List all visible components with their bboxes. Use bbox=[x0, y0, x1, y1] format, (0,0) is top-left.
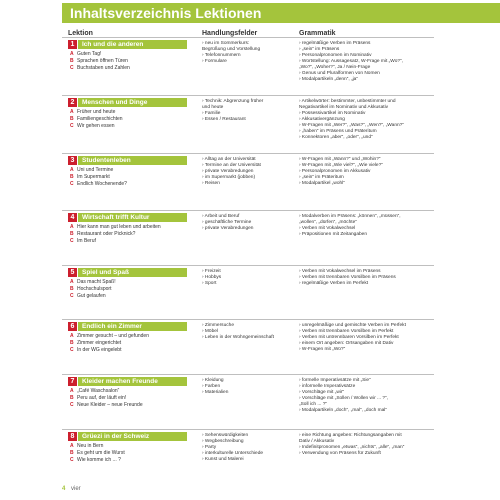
section-title: Peru auf, der läuft ein! bbox=[77, 395, 127, 401]
grammatik-item: › Konnektoren „aber“, „oder“, „und“ bbox=[299, 135, 373, 140]
lesson-title: Wirtschaft trifft Kultur bbox=[78, 213, 187, 222]
handlungsfeld-item: › neu im Sommerkurs: bbox=[202, 41, 250, 46]
handlungsfeld-item: › Leben in der Wohngemeinschaft bbox=[202, 335, 274, 340]
lesson-section bbox=[70, 450, 190, 457]
grammatik-item: › Verben mit untrennbaren Vorsilben im Perfekt bbox=[299, 335, 399, 340]
handlungsfeld-item: und heute bbox=[202, 105, 224, 110]
grammatik-item: › Vorschläge mit „Sollen / Wollen wir ... ?“, bbox=[299, 396, 388, 401]
grammatik-item: › Verben mit Vokalwechsel bbox=[299, 226, 356, 231]
lesson-sections bbox=[70, 279, 190, 300]
lesson-section bbox=[70, 58, 190, 65]
page-footer bbox=[62, 486, 81, 492]
grammatik-item: › W-Fragen mit „Wer?“, „Was?“, „Wen?“, „Wann?“ bbox=[299, 123, 404, 128]
lesson-section bbox=[70, 238, 190, 245]
lesson-section bbox=[70, 457, 190, 464]
handlungsfeld-item: › interkulturelle Unterschiede bbox=[202, 451, 264, 456]
handlungsfeld-item: › Wegbeschreibung bbox=[202, 439, 244, 444]
section-letter: A bbox=[70, 109, 74, 115]
grammatik-item: › W-Fragen mit „Wie viel?“, „Wie viele?“ bbox=[299, 163, 383, 168]
section-letter: C bbox=[70, 347, 74, 353]
grammatik-item: › „haben“ im Präsens und Präteritum bbox=[299, 129, 377, 134]
section-letter: B bbox=[70, 58, 74, 64]
section-title: Guten Tag! bbox=[77, 51, 102, 57]
section-letter: A bbox=[70, 224, 74, 230]
lesson-section bbox=[70, 333, 190, 340]
lesson-title: Kleider machen Freunde bbox=[78, 377, 187, 386]
section-title: Das macht Spaß! bbox=[77, 279, 116, 285]
lesson-number: 3 bbox=[68, 156, 77, 165]
lesson-title: Spiel und Spaß bbox=[78, 268, 187, 277]
section-title: Neu in Bern bbox=[77, 443, 104, 449]
section-letter: C bbox=[70, 123, 74, 129]
section-title: In der WG eingelebt bbox=[77, 347, 122, 353]
lesson-section bbox=[70, 65, 190, 72]
section-title: Restaurant oder Picknick? bbox=[77, 231, 136, 237]
handlungsfeld-item: › Arbeit und Beruf bbox=[202, 214, 240, 219]
handlungsfeld-item: › Familie bbox=[202, 111, 221, 116]
section-title: Hochschulsport bbox=[77, 286, 112, 292]
handlungsfeld-item: › Möbel bbox=[202, 329, 218, 334]
lesson-section bbox=[70, 293, 190, 300]
lesson-row bbox=[62, 268, 434, 299]
grammatik-item: › Indefinitpronomen „etwas“, „nichts“, „alle“, „man“ bbox=[299, 445, 405, 450]
section-letter: C bbox=[70, 181, 74, 187]
lesson-title: Endlich ein Zimmer bbox=[78, 322, 187, 331]
grammatik-list bbox=[299, 433, 439, 457]
page-label: vier bbox=[71, 486, 81, 492]
grammatik-list bbox=[299, 214, 439, 238]
handlungsfelder-list bbox=[202, 214, 297, 232]
section-letter: C bbox=[70, 402, 74, 408]
lesson-sections bbox=[70, 333, 190, 354]
section-letter: B bbox=[70, 116, 74, 122]
grammatik-item: Dativ / Akkusativ bbox=[299, 439, 335, 444]
section-title: Gut gelaufen bbox=[77, 293, 106, 299]
handlungsfeld-item: Begrüßung und Vorstellung bbox=[202, 47, 261, 52]
lesson-sections bbox=[70, 224, 190, 245]
handlungsfeld-item: › private Verabredungen bbox=[202, 169, 254, 174]
lesson-section bbox=[70, 340, 190, 347]
lesson-section bbox=[70, 51, 190, 58]
section-letter: C bbox=[70, 238, 74, 244]
lesson-section bbox=[70, 279, 190, 286]
lesson-section bbox=[70, 224, 190, 231]
header-grammatik: Grammatik bbox=[299, 30, 336, 37]
handlungsfeld-item: › private Verabredungen bbox=[202, 226, 254, 231]
handlungsfelder-list bbox=[202, 41, 297, 65]
handlungsfeld-item: › Essen / Restaurant bbox=[202, 117, 246, 122]
section-letter: C bbox=[70, 457, 74, 463]
handlungsfelder-list bbox=[202, 99, 297, 123]
handlungsfeld-item: › Sehenswürdigkeiten bbox=[202, 433, 249, 438]
section-letter: B bbox=[70, 286, 74, 292]
section-letter: A bbox=[70, 279, 74, 285]
section-title: Buchstaben und Zahlen bbox=[77, 65, 130, 71]
lesson-divider bbox=[62, 37, 434, 38]
lesson-section bbox=[70, 395, 190, 402]
grammatik-item: › Verben mit trennbaren Vorsilben im Perfekt bbox=[299, 329, 394, 334]
grammatik-item: › Akkusativergänzung bbox=[299, 117, 345, 122]
lesson-section bbox=[70, 231, 190, 238]
grammatik-item: › Artikelwörter: bestimmter, unbestimmter und bbox=[299, 99, 396, 104]
section-title: Wie komme ich ... ? bbox=[77, 457, 121, 463]
section-letter: A bbox=[70, 388, 74, 394]
lesson-section bbox=[70, 109, 190, 116]
grammatik-list bbox=[299, 269, 439, 287]
grammatik-item: › regelmäßige Verben im Präsens bbox=[299, 41, 371, 46]
section-title: Familiengeschichten bbox=[77, 116, 123, 122]
section-title: Im Supermarkt bbox=[77, 174, 110, 180]
lesson-number: 6 bbox=[68, 322, 77, 331]
lesson-section bbox=[70, 443, 190, 450]
handlungsfelder-list bbox=[202, 269, 297, 287]
section-letter: C bbox=[70, 65, 74, 71]
section-letter: C bbox=[70, 293, 74, 299]
section-letter: B bbox=[70, 340, 74, 346]
lesson-row bbox=[62, 322, 434, 353]
grammatik-item: › informelle Imperativsätze bbox=[299, 384, 356, 389]
page-title: Inhaltsverzeichnis Lektionen bbox=[62, 3, 500, 23]
lesson-section bbox=[70, 388, 190, 395]
lesson-title: Grüezi in der Schweiz bbox=[78, 432, 187, 441]
section-title: Zimmer eingerichtet bbox=[77, 340, 122, 346]
grammatik-list bbox=[299, 99, 439, 141]
handlungsfeld-item: › Kleidung bbox=[202, 378, 224, 383]
grammatik-item: › W-Fragen mit „Wann?“ und „Wohin?“ bbox=[299, 157, 381, 162]
lesson-divider bbox=[62, 319, 434, 320]
lesson-divider bbox=[62, 265, 434, 266]
grammatik-item: „Soll ich ... ?“ bbox=[299, 402, 327, 407]
lesson-number: 8 bbox=[68, 432, 77, 441]
handlungsfeld-item: › Kunst und Malerei bbox=[202, 457, 244, 462]
header-handlungsfelder: Handlungsfelder bbox=[202, 30, 258, 37]
handlungsfeld-item: › Reisen bbox=[202, 181, 220, 186]
section-letter: A bbox=[70, 333, 74, 339]
grammatik-item: › Verwendung von Präsens für Zukunft bbox=[299, 451, 381, 456]
handlungsfeld-item: › Alltag an der Universität bbox=[202, 157, 256, 162]
lesson-sections bbox=[70, 167, 190, 188]
section-letter: A bbox=[70, 443, 74, 449]
lesson-number: 1 bbox=[68, 40, 77, 49]
lesson-sections bbox=[70, 51, 190, 72]
lesson-sections bbox=[70, 109, 190, 130]
grammatik-item: › Verben mit trennbaren Vorsilben im Präsens bbox=[299, 275, 396, 280]
grammatik-item: › „sein“ im Präsens bbox=[299, 47, 340, 52]
handlungsfeld-item: › Telefonnummern bbox=[202, 53, 241, 58]
grammatik-item: › Possessivartikel im Nominativ bbox=[299, 111, 366, 116]
handlungsfeld-item: › Formulare bbox=[202, 59, 227, 64]
handlungsfeld-item: › geschäftliche Termine bbox=[202, 220, 252, 225]
section-title: Uni und Termine bbox=[77, 167, 114, 173]
section-title: Es geht um die Wurst bbox=[77, 450, 125, 456]
grammatik-item: › Modalverben im Präsens: „können“, „müssen“, bbox=[299, 214, 401, 219]
section-title: Endlich Wochenende? bbox=[77, 181, 127, 187]
lesson-divider bbox=[62, 95, 434, 96]
section-letter: B bbox=[70, 450, 74, 456]
grammatik-item: › Präpositionen mit Zeitangaben bbox=[299, 232, 367, 237]
section-title: Im Beruf bbox=[77, 238, 96, 244]
lesson-row bbox=[62, 98, 434, 140]
grammatik-list bbox=[299, 378, 439, 414]
lesson-row bbox=[62, 156, 434, 187]
lesson-divider bbox=[62, 210, 434, 211]
grammatik-item: › regelmäßige Verben im Perfekt bbox=[299, 281, 369, 286]
grammatik-item: › Personalpronomen im Nominativ bbox=[299, 53, 372, 58]
lesson-title: Ich und die anderen bbox=[78, 40, 187, 49]
lesson-number: 4 bbox=[68, 213, 77, 222]
section-title: Wir gehen essen bbox=[77, 123, 115, 129]
section-title: Neue Kleider – neue Freunde bbox=[77, 402, 143, 408]
handlungsfelder-list bbox=[202, 378, 297, 396]
lesson-section bbox=[70, 123, 190, 130]
section-letter: A bbox=[70, 51, 74, 57]
lesson-title: Studentenleben bbox=[78, 156, 187, 165]
section-letter: A bbox=[70, 167, 74, 173]
lesson-divider bbox=[62, 429, 434, 430]
handlungsfeld-item: › Freizeit bbox=[202, 269, 221, 274]
grammatik-item: › W-Fragen mit „Wo?“ bbox=[299, 347, 346, 352]
grammatik-item: › Personalpronomen im Akkusativ bbox=[299, 169, 371, 174]
handlungsfeld-item: › Materialien bbox=[202, 390, 229, 395]
section-title: Früher und heute bbox=[77, 109, 116, 115]
lesson-number: 5 bbox=[68, 268, 77, 277]
grammatik-item: „wollen“, „dürfen“, „möchte“ bbox=[299, 220, 357, 225]
grammatik-list bbox=[299, 323, 439, 353]
handlungsfeld-item: › Termine an der Universität bbox=[202, 163, 261, 168]
lesson-divider bbox=[62, 374, 434, 375]
lesson-sections bbox=[70, 388, 190, 409]
grammatik-list bbox=[299, 157, 439, 187]
section-title: Zimmer gesucht – und gefunden bbox=[77, 333, 149, 339]
handlungsfeld-item: › im Supermarkt (jobben) bbox=[202, 175, 256, 180]
handlungsfeld-item: › Sport bbox=[202, 281, 217, 286]
lesson-section bbox=[70, 181, 190, 188]
lesson-divider bbox=[62, 153, 434, 154]
lesson-number: 7 bbox=[68, 377, 77, 386]
grammatik-item: › unregelmäßige und gemischte Verben im Perfekt bbox=[299, 323, 406, 328]
grammatik-item: › Modalpartikeln „doch“, „mal“, „doch mal“ bbox=[299, 408, 387, 413]
handlungsfeld-item: › Party bbox=[202, 445, 217, 450]
handlungsfelder-list bbox=[202, 157, 297, 187]
grammatik-item: › „sein“ im Präteritum bbox=[299, 175, 344, 180]
section-title: „Café Waschsalon“ bbox=[77, 388, 120, 394]
grammatik-item: „Wo?“, „Woher?“, Ja / Nein-Frage bbox=[299, 65, 371, 70]
lesson-section bbox=[70, 286, 190, 293]
lesson-row bbox=[62, 40, 434, 82]
lesson-row bbox=[62, 377, 434, 413]
grammatik-list bbox=[299, 41, 439, 83]
grammatik-item: › formelle Imperativsätze mit „Sie“ bbox=[299, 378, 371, 383]
grammatik-item: Negativartikel im Nominativ und Akkusativ bbox=[299, 105, 389, 110]
lesson-section bbox=[70, 116, 190, 123]
page-number: 4 bbox=[62, 486, 66, 492]
grammatik-item: › Modalpartikel „wohl“ bbox=[299, 181, 345, 186]
lesson-section bbox=[70, 174, 190, 181]
lesson-section bbox=[70, 347, 190, 354]
section-title: Hier kann man gut leben und arbeiten bbox=[77, 224, 161, 230]
lesson-sections bbox=[70, 443, 190, 464]
section-letter: B bbox=[70, 174, 74, 180]
grammatik-item: › einem Ort angeben: Ortsangaben mit Dativ bbox=[299, 341, 394, 346]
lesson-section bbox=[70, 402, 190, 409]
lesson-number: 2 bbox=[68, 98, 77, 107]
handlungsfeld-item: › Farben bbox=[202, 384, 221, 389]
lesson-row bbox=[62, 213, 434, 244]
lesson-row bbox=[62, 432, 434, 463]
grammatik-item: › eine Richtung angeben: Richtungsangaben mit bbox=[299, 433, 402, 438]
header-lektion: Lektion bbox=[68, 30, 93, 37]
section-letter: B bbox=[70, 231, 74, 237]
grammatik-item: › Modalpartikeln „denn“, „ja“ bbox=[299, 77, 358, 82]
lesson-title: Menschen und Dinge bbox=[78, 98, 187, 107]
handlungsfelder-list bbox=[202, 323, 297, 341]
section-letter: B bbox=[70, 395, 74, 401]
lesson-section bbox=[70, 167, 190, 174]
handlungsfelder-list bbox=[202, 433, 297, 463]
grammatik-item: › Genus und Pluralformen von Nomen bbox=[299, 71, 380, 76]
handlungsfeld-item: › Hobbys bbox=[202, 275, 222, 280]
handlungsfeld-item: › Zimmersuche bbox=[202, 323, 234, 328]
handlungsfeld-item: › Technik: Abgrenzung früher bbox=[202, 99, 264, 104]
grammatik-item: › Vorschläge mit „wir“ bbox=[299, 390, 345, 395]
section-title: Sprachen öffnen Türen bbox=[77, 58, 128, 64]
grammatik-item: › Verben mit Vokalwechsel im Präsens bbox=[299, 269, 381, 274]
grammatik-item: › Wortstellung: Aussagesatz, W-Frage mit „Wo?“, bbox=[299, 59, 403, 64]
